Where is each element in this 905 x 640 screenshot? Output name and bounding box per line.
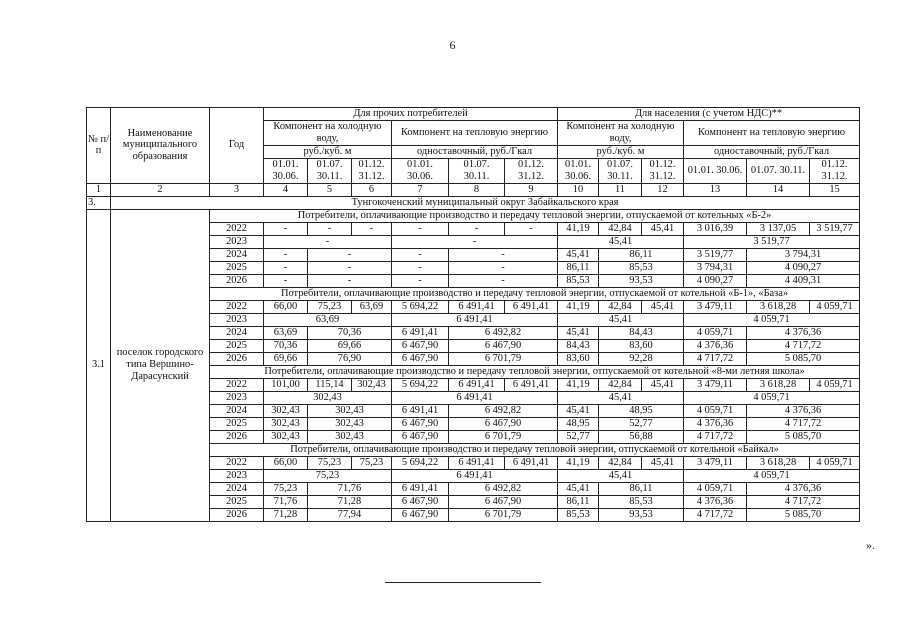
value-cell: 69,66 bbox=[308, 339, 392, 352]
value-cell: 4 717,72 bbox=[747, 339, 860, 352]
year-cell: 2025 bbox=[210, 495, 264, 508]
value-cell: 92,28 bbox=[599, 352, 684, 365]
value-cell: 63,69 bbox=[352, 300, 392, 313]
value-cell: - bbox=[264, 248, 308, 261]
value-cell: 41,19 bbox=[558, 300, 599, 313]
subsection-number: 3.1 bbox=[87, 209, 111, 521]
value-cell: 3 519,77 bbox=[810, 222, 860, 235]
value-cell: 75,23 bbox=[308, 300, 352, 313]
column-number: 1 bbox=[87, 183, 111, 196]
header-year: Год bbox=[210, 108, 264, 184]
value-cell: 45,41 bbox=[558, 313, 684, 326]
value-cell: 5 694,22 bbox=[392, 456, 449, 469]
value-cell: 83,60 bbox=[558, 352, 599, 365]
value-cell: 70,36 bbox=[308, 326, 392, 339]
block-title: Потребители, оплачивающие производство и передачу тепловой энергии, отпускаемой от котельной «8-ми летняя школа» bbox=[210, 365, 860, 378]
period-cell: 01.07. 30.11. bbox=[449, 158, 505, 183]
value-cell: 6 492,82 bbox=[449, 482, 558, 495]
value-cell: 86,11 bbox=[599, 248, 684, 261]
value-cell: 4 376,36 bbox=[747, 326, 860, 339]
column-number: 5 bbox=[308, 183, 352, 196]
value-cell: 5 085,70 bbox=[747, 508, 860, 521]
year-cell: 2022 bbox=[210, 222, 264, 235]
year-cell: 2026 bbox=[210, 430, 264, 443]
value-cell: 6 467,90 bbox=[392, 352, 449, 365]
value-cell: 3 519,77 bbox=[684, 235, 860, 248]
value-cell: 93,53 bbox=[599, 274, 684, 287]
value-cell: 52,77 bbox=[558, 430, 599, 443]
value-cell: 4 059,71 bbox=[684, 326, 747, 339]
value-cell: 4 717,72 bbox=[684, 430, 747, 443]
value-cell: 4 717,72 bbox=[684, 352, 747, 365]
value-cell: 85,53 bbox=[558, 508, 599, 521]
value-cell: 302,43 bbox=[308, 430, 392, 443]
year-cell: 2024 bbox=[210, 482, 264, 495]
value-cell: 85,53 bbox=[558, 274, 599, 287]
column-number: 11 bbox=[599, 183, 642, 196]
value-cell: 4 717,72 bbox=[747, 495, 860, 508]
value-cell: 71,28 bbox=[308, 495, 392, 508]
value-cell: 63,69 bbox=[264, 326, 308, 339]
value-cell: - bbox=[505, 222, 558, 235]
value-cell: 52,77 bbox=[599, 417, 684, 430]
value-cell: 302,43 bbox=[264, 417, 308, 430]
footnote-divider bbox=[385, 582, 541, 583]
column-number: 8 bbox=[449, 183, 505, 196]
value-cell: 70,36 bbox=[264, 339, 308, 352]
value-cell: 42,84 bbox=[599, 222, 642, 235]
value-cell: 4 059,71 bbox=[684, 482, 747, 495]
value-cell: 4 717,72 bbox=[684, 508, 747, 521]
value-cell: 3 016,39 bbox=[684, 222, 747, 235]
value-cell: 6 491,41 bbox=[392, 313, 558, 326]
value-cell: 6 701,79 bbox=[449, 352, 558, 365]
value-cell: 45,41 bbox=[558, 248, 599, 261]
period-cell: 01.01. 30.06. bbox=[264, 158, 308, 183]
value-cell: 4 376,36 bbox=[684, 417, 747, 430]
value-cell: - bbox=[392, 274, 449, 287]
column-number: 9 bbox=[505, 183, 558, 196]
value-cell: 302,43 bbox=[264, 391, 392, 404]
value-cell: 6 491,41 bbox=[505, 378, 558, 391]
column-number: 2 bbox=[111, 183, 210, 196]
value-cell: 6 701,79 bbox=[449, 508, 558, 521]
value-cell: 5 085,70 bbox=[747, 352, 860, 365]
value-cell: 84,43 bbox=[558, 339, 599, 352]
block-title: Потребители, оплачивающие производство и передачу тепловой энергии, отпускаемой от котельной «Б-1», «База» bbox=[210, 287, 860, 300]
value-cell: - bbox=[264, 222, 308, 235]
value-cell: 4 409,31 bbox=[747, 274, 860, 287]
value-cell: 6 467,90 bbox=[449, 495, 558, 508]
value-cell: - bbox=[264, 235, 392, 248]
value-cell: 85,53 bbox=[599, 495, 684, 508]
year-cell: 2022 bbox=[210, 300, 264, 313]
header-water-unit: руб./куб. м bbox=[264, 145, 392, 158]
value-cell: 45,41 bbox=[558, 235, 684, 248]
block-title: Потребители, оплачивающие производство и передачу тепловой энергии, отпускаемой от котельной «Байкал» bbox=[210, 443, 860, 456]
value-cell: 93,53 bbox=[599, 508, 684, 521]
value-cell: 86,11 bbox=[599, 482, 684, 495]
year-cell: 2023 bbox=[210, 235, 264, 248]
year-cell: 2024 bbox=[210, 248, 264, 261]
value-cell: 302,43 bbox=[264, 430, 308, 443]
value-cell: 56,88 bbox=[599, 430, 684, 443]
value-cell: 6 491,41 bbox=[392, 404, 449, 417]
value-cell: 75,23 bbox=[264, 469, 392, 482]
column-number: 10 bbox=[558, 183, 599, 196]
value-cell: 6 491,41 bbox=[392, 482, 449, 495]
value-cell: - bbox=[308, 248, 392, 261]
year-cell: 2024 bbox=[210, 404, 264, 417]
year-cell: 2026 bbox=[210, 352, 264, 365]
value-cell: - bbox=[264, 261, 308, 274]
header-heat-unit-pop: одноставочный, руб./Гкал bbox=[684, 145, 860, 158]
period-cell: 01.12. 31.12. bbox=[352, 158, 392, 183]
value-cell: 3 618,28 bbox=[747, 456, 810, 469]
value-cell: 5 085,70 bbox=[747, 430, 860, 443]
value-cell: 41,19 bbox=[558, 456, 599, 469]
value-cell: 302,43 bbox=[308, 404, 392, 417]
value-cell: 75,23 bbox=[352, 456, 392, 469]
period-cell: 01.12. 31.12. bbox=[642, 158, 684, 183]
section-number: 3. bbox=[87, 196, 111, 209]
value-cell: - bbox=[308, 222, 352, 235]
year-cell: 2024 bbox=[210, 326, 264, 339]
value-cell: 4 059,71 bbox=[684, 313, 860, 326]
column-number: 15 bbox=[810, 183, 860, 196]
value-cell: 5 694,22 bbox=[392, 300, 449, 313]
column-number: 7 bbox=[392, 183, 449, 196]
value-cell: 115,14 bbox=[308, 378, 352, 391]
value-cell: 3 479,11 bbox=[684, 456, 747, 469]
value-cell: 4 376,36 bbox=[684, 495, 747, 508]
value-cell: - bbox=[449, 274, 558, 287]
value-cell: 6 491,41 bbox=[505, 300, 558, 313]
block-title: Потребители, оплачивающие производство и передачу тепловой энергии, отпускаемой от котельных «Б-2» bbox=[210, 209, 860, 222]
period-cell: 01.01. 30.06. bbox=[684, 158, 747, 183]
value-cell: - bbox=[449, 248, 558, 261]
header-water-component: Компонент на холодную воду, bbox=[264, 121, 392, 146]
value-cell: 3 479,11 bbox=[684, 300, 747, 313]
value-cell: 4 090,27 bbox=[747, 261, 860, 274]
value-cell: 3 618,28 bbox=[747, 378, 810, 391]
column-number: 3 bbox=[210, 183, 264, 196]
period-cell: 01.01. 30.06. bbox=[558, 158, 599, 183]
value-cell: 71,28 bbox=[264, 508, 308, 521]
value-cell: - bbox=[449, 222, 505, 235]
year-cell: 2023 bbox=[210, 313, 264, 326]
value-cell: 6 491,41 bbox=[392, 469, 558, 482]
value-cell: 63,69 bbox=[264, 313, 392, 326]
value-cell: 6 467,90 bbox=[392, 430, 449, 443]
value-cell: 4 376,36 bbox=[684, 339, 747, 352]
header-population: Для населения (с учетом НДС)** bbox=[558, 108, 860, 121]
value-cell: 4 376,36 bbox=[747, 404, 860, 417]
header-mo: Наименование муниципального образования bbox=[111, 108, 210, 184]
value-cell: 3 794,31 bbox=[747, 248, 860, 261]
value-cell: 45,41 bbox=[642, 300, 684, 313]
value-cell: 66,00 bbox=[264, 300, 308, 313]
value-cell: 71,76 bbox=[308, 482, 392, 495]
value-cell: 75,23 bbox=[264, 482, 308, 495]
period-cell: 01.07. 30.11. bbox=[308, 158, 352, 183]
header-heat-unit: одноставочный, руб./Гкал bbox=[392, 145, 558, 158]
period-cell: 01.12. 31.12. bbox=[810, 158, 860, 183]
value-cell: 6 467,90 bbox=[392, 508, 449, 521]
column-number: 13 bbox=[684, 183, 747, 196]
value-cell: 48,95 bbox=[599, 404, 684, 417]
value-cell: 3 137,05 bbox=[747, 222, 810, 235]
value-cell: 4 059,71 bbox=[684, 469, 860, 482]
value-cell: 6 467,90 bbox=[392, 417, 449, 430]
tariff-table bbox=[86, 107, 860, 522]
header-num: № п/п bbox=[87, 108, 111, 184]
value-cell: 42,84 bbox=[599, 300, 642, 313]
section-title: Тунгокоченский муниципальный округ Забайкальского края bbox=[111, 196, 860, 209]
value-cell: 3 519,77 bbox=[684, 248, 747, 261]
value-cell: - bbox=[264, 274, 308, 287]
value-cell: 6 491,41 bbox=[449, 378, 505, 391]
value-cell: 6 492,82 bbox=[449, 404, 558, 417]
year-cell: 2026 bbox=[210, 508, 264, 521]
value-cell: 42,84 bbox=[599, 456, 642, 469]
value-cell: 4 059,71 bbox=[684, 404, 747, 417]
value-cell: 302,43 bbox=[308, 417, 392, 430]
value-cell: 302,43 bbox=[264, 404, 308, 417]
value-cell: 45,41 bbox=[642, 456, 684, 469]
value-cell: 4 059,71 bbox=[810, 378, 860, 391]
value-cell: 4 059,71 bbox=[810, 456, 860, 469]
header-other-consumers: Для прочих потребителей bbox=[264, 108, 558, 121]
value-cell: 86,11 bbox=[558, 495, 599, 508]
year-cell: 2025 bbox=[210, 261, 264, 274]
year-cell: 2025 bbox=[210, 339, 264, 352]
value-cell: 77,94 bbox=[308, 508, 392, 521]
value-cell: 71,76 bbox=[264, 495, 308, 508]
value-cell: 45,41 bbox=[558, 482, 599, 495]
value-cell: 48,95 bbox=[558, 417, 599, 430]
year-cell: 2023 bbox=[210, 391, 264, 404]
header-heat-component: Компонент на тепловую энергию bbox=[392, 121, 558, 146]
value-cell: 45,41 bbox=[642, 222, 684, 235]
value-cell: 101,00 bbox=[264, 378, 308, 391]
value-cell: 6 467,90 bbox=[449, 339, 558, 352]
value-cell: 6 491,41 bbox=[505, 456, 558, 469]
header-water-unit-pop: руб./куб. м bbox=[558, 145, 684, 158]
value-cell: 6 701,79 bbox=[449, 430, 558, 443]
value-cell: 86,11 bbox=[558, 261, 599, 274]
value-cell: 41,19 bbox=[558, 222, 599, 235]
value-cell: 4 376,36 bbox=[747, 482, 860, 495]
value-cell: - bbox=[308, 274, 392, 287]
value-cell: 6 467,90 bbox=[392, 339, 449, 352]
value-cell: 6 491,41 bbox=[392, 326, 449, 339]
column-number: 6 bbox=[352, 183, 392, 196]
end-quote-mark: ». bbox=[866, 538, 875, 552]
period-cell: 01.12. 31.12. bbox=[505, 158, 558, 183]
column-number: 4 bbox=[264, 183, 308, 196]
column-number: 12 bbox=[642, 183, 684, 196]
value-cell: - bbox=[392, 248, 449, 261]
header-heat-component-pop: Компонент на тепловую энергию bbox=[684, 121, 860, 146]
value-cell: 6 491,41 bbox=[449, 456, 505, 469]
value-cell: 6 491,41 bbox=[449, 300, 505, 313]
value-cell: 6 491,41 bbox=[392, 391, 558, 404]
header-water-component-pop: Компонент на холодную воду, bbox=[558, 121, 684, 146]
municipality-name: поселок городского типа Вершино-Дарасунский bbox=[111, 209, 210, 521]
value-cell: 6 492,82 bbox=[449, 326, 558, 339]
value-cell: 5 694,22 bbox=[392, 378, 449, 391]
year-cell: 2023 bbox=[210, 469, 264, 482]
value-cell: - bbox=[308, 261, 392, 274]
value-cell: 45,41 bbox=[558, 469, 684, 482]
year-cell: 2025 bbox=[210, 417, 264, 430]
period-cell: 01.07. 30.11. bbox=[747, 158, 810, 183]
value-cell: - bbox=[449, 261, 558, 274]
value-cell: 3 618,28 bbox=[747, 300, 810, 313]
value-cell: 4 059,71 bbox=[684, 391, 860, 404]
value-cell: - bbox=[352, 222, 392, 235]
value-cell: 45,41 bbox=[558, 326, 599, 339]
value-cell: 85,53 bbox=[599, 261, 684, 274]
value-cell: 6 467,90 bbox=[449, 417, 558, 430]
page-number: 6 bbox=[449, 38, 456, 52]
value-cell: 76,90 bbox=[308, 352, 392, 365]
value-cell: 4 059,71 bbox=[810, 300, 860, 313]
value-cell: 69,66 bbox=[264, 352, 308, 365]
value-cell: 66,00 bbox=[264, 456, 308, 469]
value-cell: - bbox=[392, 222, 449, 235]
value-cell: 3 794,31 bbox=[684, 261, 747, 274]
value-cell: 6 467,90 bbox=[392, 495, 449, 508]
value-cell: 4 090,27 bbox=[684, 274, 747, 287]
value-cell: 41,19 bbox=[558, 378, 599, 391]
value-cell: 302,43 bbox=[352, 378, 392, 391]
value-cell: 42,84 bbox=[599, 378, 642, 391]
value-cell: - bbox=[392, 235, 558, 248]
value-cell: 3 479,11 bbox=[684, 378, 747, 391]
value-cell: 45,41 bbox=[642, 378, 684, 391]
value-cell: 75,23 bbox=[308, 456, 352, 469]
year-cell: 2022 bbox=[210, 378, 264, 391]
year-cell: 2026 bbox=[210, 274, 264, 287]
value-cell: - bbox=[392, 261, 449, 274]
value-cell: 45,41 bbox=[558, 404, 599, 417]
column-number: 14 bbox=[747, 183, 810, 196]
year-cell: 2022 bbox=[210, 456, 264, 469]
value-cell: 45,41 bbox=[558, 391, 684, 404]
value-cell: 83,60 bbox=[599, 339, 684, 352]
value-cell: 4 717,72 bbox=[747, 417, 860, 430]
value-cell: 84,43 bbox=[599, 326, 684, 339]
period-cell: 01.01. 30.06. bbox=[392, 158, 449, 183]
period-cell: 01.07. 30.11. bbox=[599, 158, 642, 183]
